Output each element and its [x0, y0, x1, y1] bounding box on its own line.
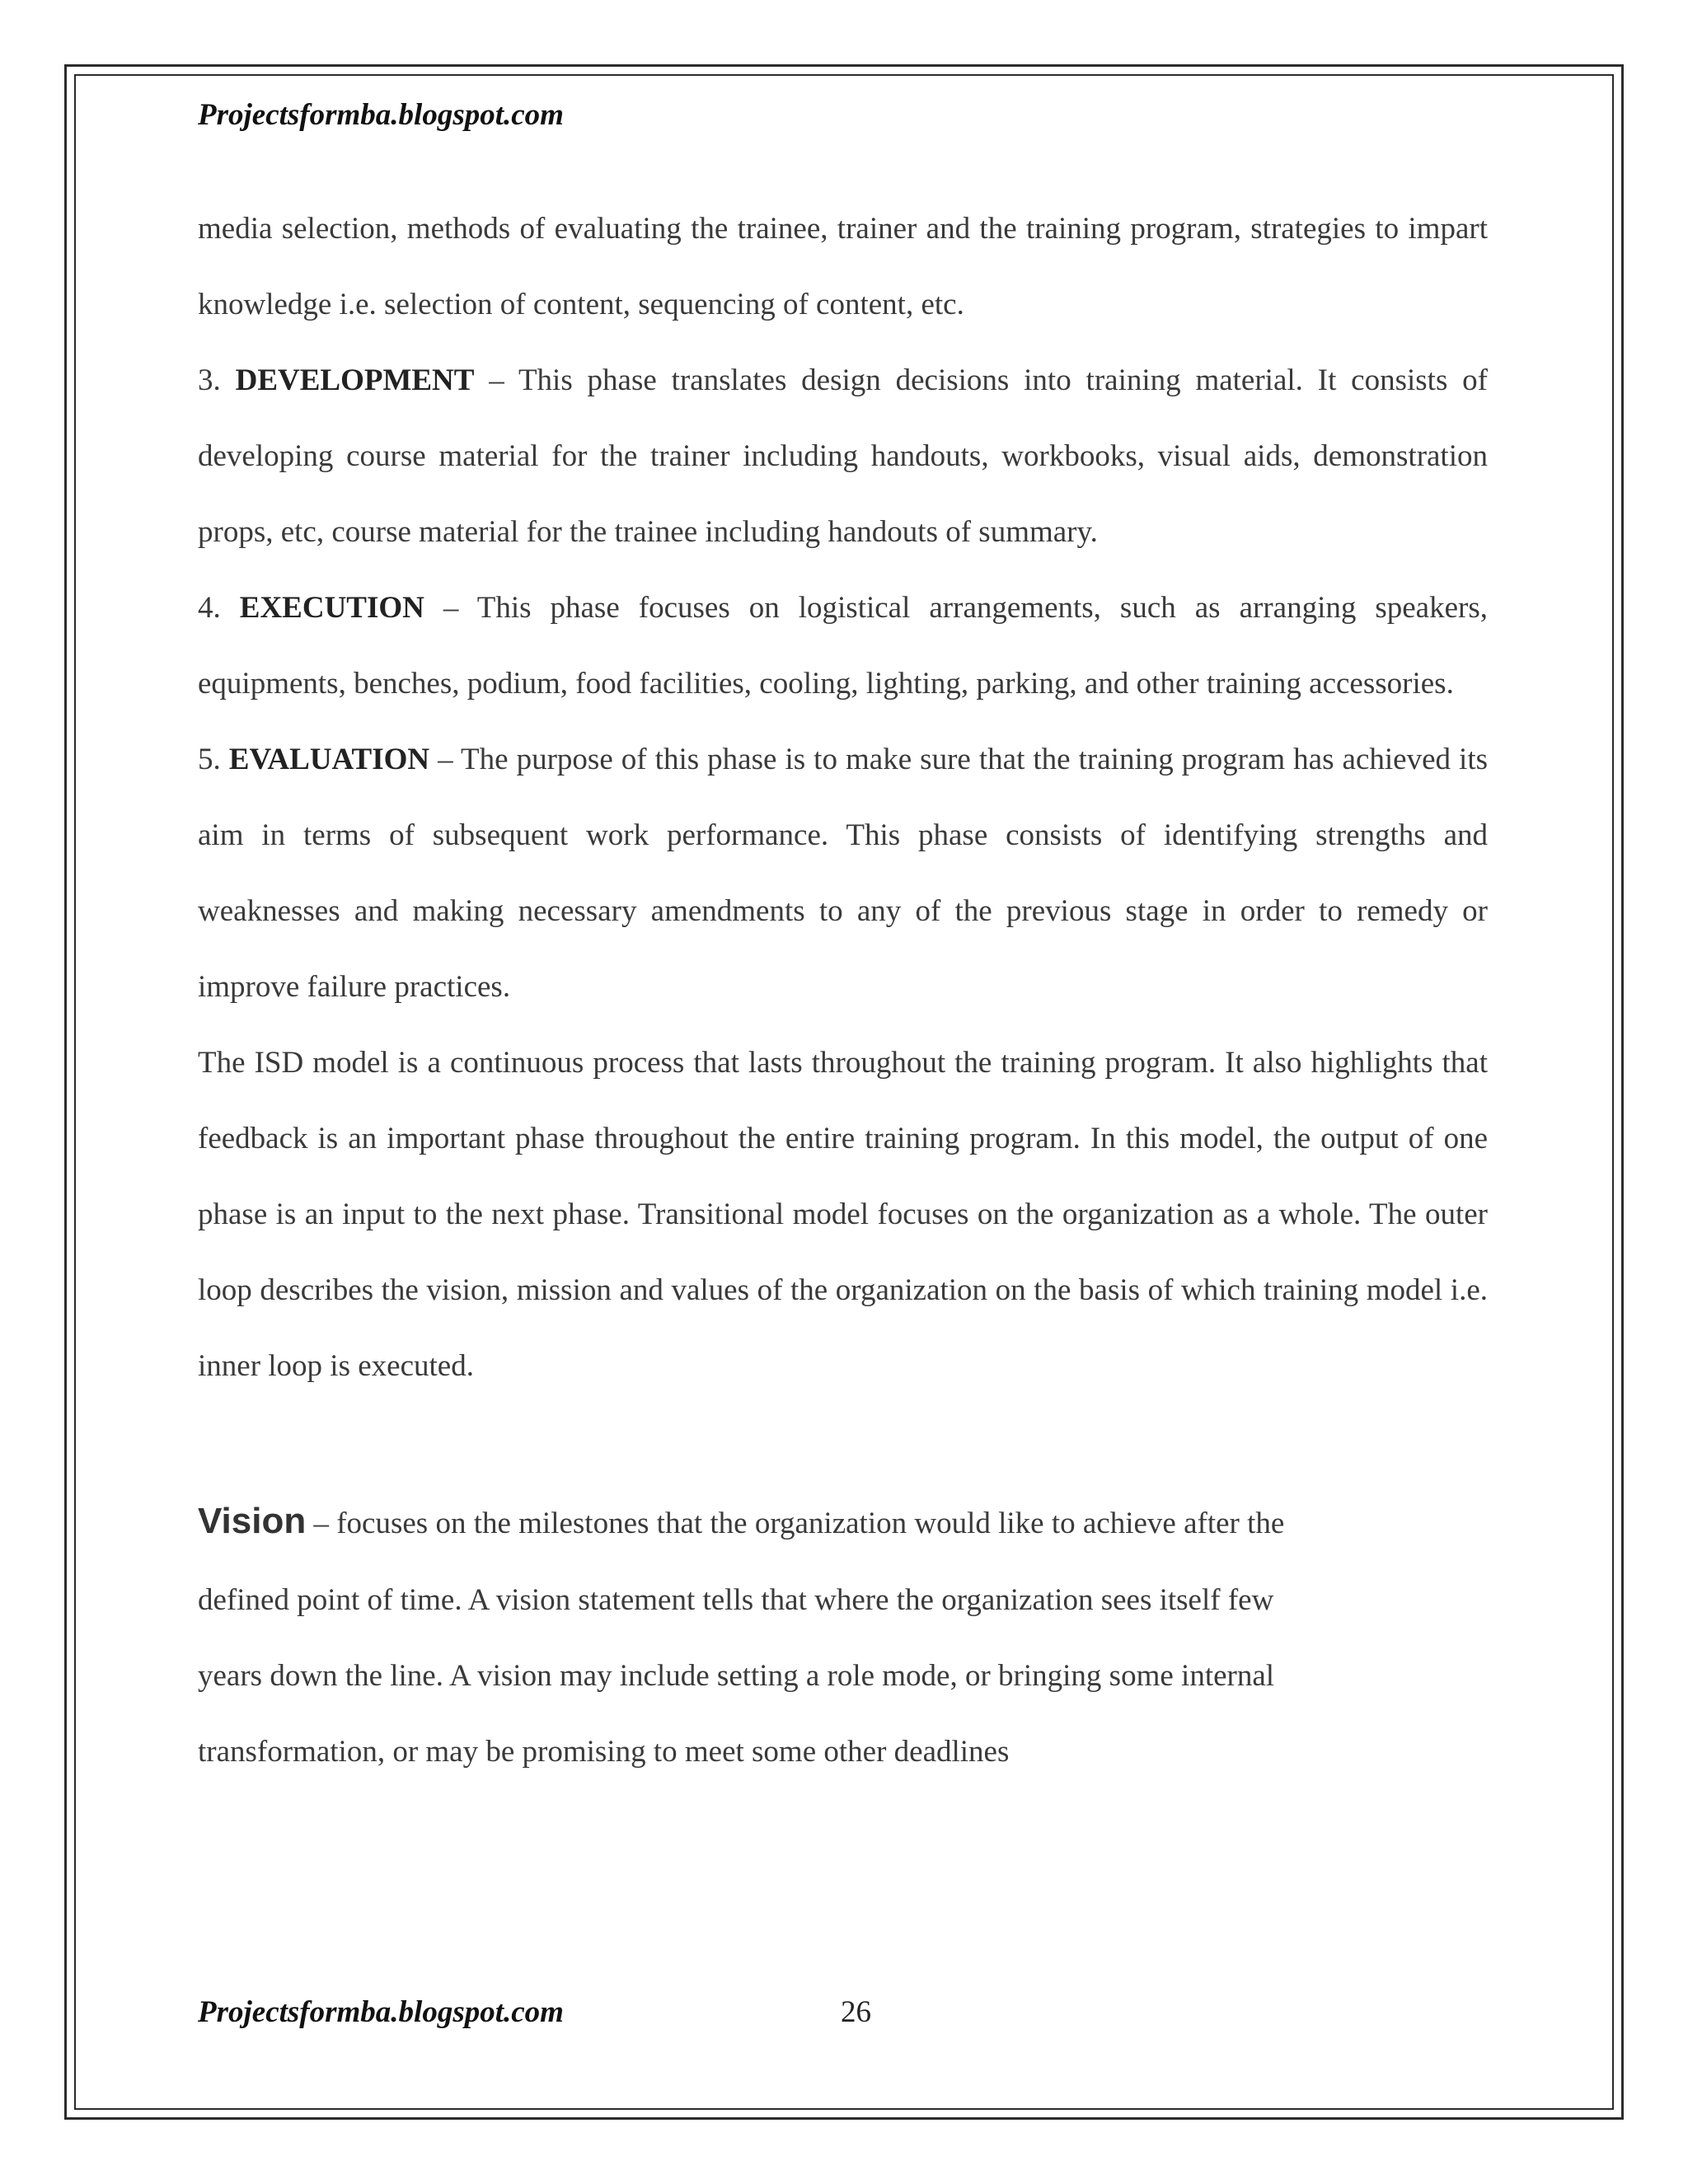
- page-number: 26: [841, 1995, 871, 2029]
- evaluation-description: – The purpose of this phase is to make sure that the training program has achieved its aim in terms of subsequent work performance. This phase consists of identifying strengths and weaknesses and making necessary amendments to any of the previous stage in order to remedy or improve failure practices.: [198, 743, 1488, 1004]
- vision-line-1-text: – focuses on the milestones that the organization would like to achieve after the: [306, 1507, 1285, 1540]
- paragraph-development: [198, 343, 1488, 570]
- execution-description: – This phase focuses on logistical arrangements, such as arranging speakers, equipments, benches, podium, food facilities, cooling, lighting, parking, and other training accessories.: [198, 591, 1488, 701]
- paragraph-isd-model: The ISD model is a continuous process that lasts throughout the training program. It also highlights that feedback is an important phase throughout the entire training program. In this model, the output of one phase is an input to the next phase. Transitional model focuses on the organization as a whole. The outer loop describes the vision, mission and values of the organization on the basis of which training model i.e. inner loop is executed.: [198, 1046, 1488, 1383]
- development-description: – This phase translates design decisions into training material. It consists of developing course material for the trainer including handouts, workbooks, visual aids, demonstration props, etc, course material for the trainee including handouts of summary.: [198, 363, 1489, 549]
- paragraph-media-selection: media selection, methods of evaluating the trainee, trainer and the training program, strategies to impart knowledge i.e. selection of content, sequencing of content, etc.: [198, 212, 1488, 321]
- body-text: [198, 191, 1488, 1404]
- paragraph-evaluation: [198, 722, 1488, 1025]
- term-evaluation: EVALUATION: [228, 743, 430, 776]
- list-number: 4.: [198, 591, 240, 625]
- term-execution: EXECUTION: [239, 591, 424, 625]
- footer-site-name: Projectsformba.blogspot.com: [198, 1995, 564, 2029]
- term-development: DEVELOPMENT: [235, 363, 475, 397]
- vision-line-1: [198, 1480, 1434, 1563]
- header-site-name: Projectsformba.blogspot.com: [198, 98, 564, 132]
- vision-line-4: transformation, or may be promising to meet some other deadlines: [198, 1735, 1010, 1769]
- vision-section: [198, 1480, 1434, 1790]
- list-number: 3.: [198, 363, 236, 397]
- list-number: 5.: [198, 743, 229, 776]
- vision-heading: Vision: [198, 1501, 307, 1541]
- vision-line-3: years down the line. A vision may include setting a role mode, or bringing some internal: [198, 1659, 1275, 1693]
- paragraph-execution: [198, 570, 1488, 722]
- vision-line-2: defined point of time. A vision statement tells that where the organization sees itself few: [198, 1583, 1274, 1617]
